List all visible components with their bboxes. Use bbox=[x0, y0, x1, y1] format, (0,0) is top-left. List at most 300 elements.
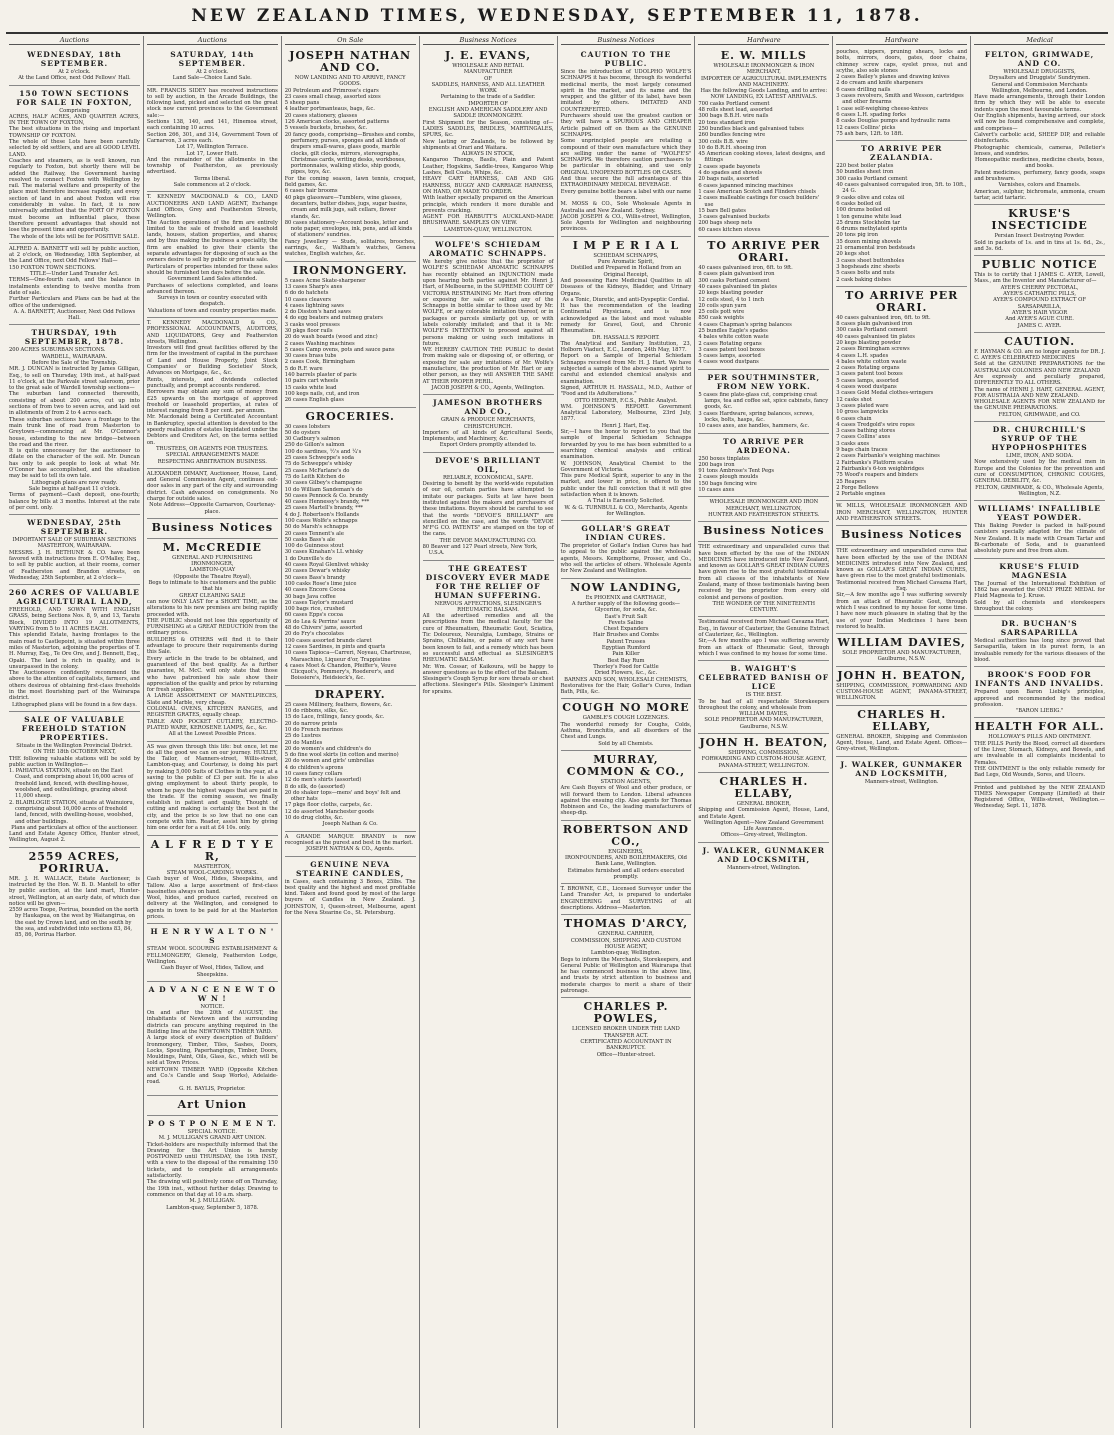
ad-heading: NOW LANDING, bbox=[570, 580, 682, 594]
ad-text-line: COLONIAL OVENS, KITCHEN RANGES, and REGISTER GRATES, equally cheap. bbox=[146, 706, 278, 719]
ad-text-line: ALWAYS IN STOCK, bbox=[461, 151, 515, 158]
ad-text-line: 10 cases cleavers bbox=[284, 296, 331, 303]
ad-text-line: 2 do cream and knife sharpeners bbox=[836, 80, 924, 87]
ad-heading: GOLLAR'S GREAT INDIAN CURES. bbox=[581, 524, 671, 543]
ad-text-line: East's Fruit Salt bbox=[604, 613, 648, 620]
advertisement bbox=[9, 712, 140, 848]
ad-text-line: Fevets Saline bbox=[608, 619, 644, 626]
ad-text-line: 25 cases Schweppe's soda bbox=[284, 455, 354, 462]
ad-text-line: Hair Brushes and Combs bbox=[593, 632, 659, 639]
advertisement bbox=[698, 617, 829, 661]
column-section-header: Medical bbox=[974, 36, 1105, 45]
ad-text-line: "BARON LIEBIG." bbox=[1015, 708, 1064, 715]
ad-text-line: Signed, ARTHUR H. HASSALL, M.D., Author of "Food and its Adulterations." bbox=[560, 384, 692, 398]
ad-text-line: 126 American clocks, assorted patterns bbox=[284, 119, 390, 126]
ad-text-line: 8 cases plain galvanised iron bbox=[836, 321, 913, 328]
column bbox=[832, 36, 970, 1428]
advertisement bbox=[561, 998, 692, 1060]
ad-text-line: Purchasers should use the greatest caution or they will have a SPURIOUS AND CHEAPER Article palmed off on them as the GENUINE SCHNAPPS. bbox=[560, 113, 692, 138]
advertisement bbox=[836, 546, 967, 634]
ad-text-line: 4 bales white cotton waste bbox=[836, 358, 907, 365]
ad-text-line: JACOB JOSEPH & CO., Agents, Wellington. bbox=[431, 384, 545, 391]
ad-text-line: Wellington, Melbourne, and London. bbox=[991, 87, 1088, 94]
ad-text-line: AYER'S CATHARTIC PILLS, bbox=[1003, 291, 1076, 298]
ad-text-line: 50 bundles sheet iron bbox=[836, 169, 894, 176]
column-section-header: Auctions bbox=[147, 36, 278, 45]
ad-text-line: 75 ash bars, 12ft. to 18ft. bbox=[836, 130, 904, 137]
ad-text-line: General and Commission Merchants bbox=[991, 81, 1088, 88]
ad-text-line: Rents, interests, and dividends collected punctually, and prompt accounts rendered. bbox=[146, 376, 278, 389]
ad-text-line: 48 rolls sheet lead, assorted bbox=[698, 107, 773, 114]
ad-text-line: 25 cases Millinery, feathers, flowers, &c. bbox=[284, 701, 393, 708]
ad-text-line: THE extraordinary and unparalleled cures that have been effected by the use of the INDIAN MEDICINES have introduced into New Zealand, and known as GOLLAR'S GREAT INDIAN CURES have given rise to the most grateful testimonials from all classes of the inhabitants of New Zealand, many of those testimonials having been received by the proprietor from every old colonist and persons of position. bbox=[698, 544, 830, 601]
advertisement bbox=[285, 686, 416, 832]
ad-heading: SATURDAY, 14th SEPTEMBER. bbox=[170, 50, 255, 68]
ad-text-line: THE following valuable stations will be sold by public auction in Wellington— bbox=[9, 755, 140, 768]
ad-text-line: Export Orders promptly attended to. bbox=[439, 442, 537, 449]
ad-heading: M. McCREDIE bbox=[162, 540, 262, 554]
ad-text-line: Fancy Jewellery — Studs, solitaires, brooches, earrings, &c., Waltham's watches, Geneva watches, English watches, &c. bbox=[284, 238, 416, 258]
ad-text-line: GRAIN & PRODUCE MERCHANTS, CHRISTCHURCH. bbox=[440, 417, 536, 430]
ad-text-line: SPECIAL ARRANGEMENTS MADE RESPECTING ARBITRATION BUSINESS. bbox=[157, 452, 267, 465]
ad-heading: KRUSE'S INSECTICIDE bbox=[991, 207, 1088, 233]
ad-heading: KRUSE'S FLUID MAGNESIA bbox=[999, 561, 1080, 580]
ad-text-line: FELTON, GRIMWADE, and CO. bbox=[998, 411, 1081, 418]
ad-text-line: Ex PHOENIX and CARTHAGE, bbox=[585, 594, 667, 601]
ad-text-line: Surveys in town or country executed with despatch. bbox=[157, 295, 268, 308]
ad-text-line: ALEXANDER DIMANT, Auctioneer, House, Land, and General Commission Agent, continues out-door sales in any part of the city and surrounding district. Cash advanced on consignments. No charge for outside sales. bbox=[146, 470, 278, 502]
ad-text-line: 20 tons standard iron bbox=[698, 119, 756, 126]
ad-heading: H E N R Y W A L T O N ' S bbox=[150, 927, 275, 946]
ad-text-line: 20 cases Dewar's whisky bbox=[284, 568, 351, 575]
ad-text-line: WE HEREBY CAUTION THE PUBLIC to desist from making sale or disposing of, or offering, or exposing for sale any imitations of Mr. Wolfe's manufacture, the production of Mr. Hart or any other person, as they will ANSWER THE SAME AT THEIR PROPER PERIL. bbox=[422, 347, 554, 385]
ad-text-line: MR. FRANCIS SIDEY has received instructions to sell by auction, in the Arcade Buildings, the following land, picked and selected on the great stock now current provinces to the Government sale:— bbox=[146, 87, 278, 119]
ad-text-line: THE extraordinary and unparalleled cures that have been effected by the use of the INDIAN MEDICINES introduced into New Zealand, and known as GOLLAR'S GREAT INDIAN CURES, have given rise to the most grateful testimonials. bbox=[836, 548, 968, 580]
ad-text-line: TITLE—Under Land Transfer Act. bbox=[29, 271, 119, 278]
ad-text-line: 100 do Guinness stout bbox=[284, 543, 344, 550]
ad-heading: J. E. EVANS, bbox=[445, 49, 532, 62]
ad-text-line: With leather specially prepared on the American principle, which renders it more durable and prevents cracking. bbox=[422, 195, 554, 214]
ad-text-line: Distilled and Prepared in Holland from an Original Receipt, bbox=[570, 265, 682, 278]
ad-text-line: AYER'S CHERRY PECTORAL, bbox=[1000, 284, 1079, 291]
ad-text-line: MR. J. H. WALLACE, Estate Auctioneer, is instructed by the Hon. W. B. D. Mantell to offer by public auction, at the land mart, Hunter-street, Wellington, at an early date, of which due notice will be given— bbox=[9, 875, 140, 907]
advertisement bbox=[147, 1116, 278, 1214]
ad-text-line: Sale commences at 2 o'clock. bbox=[173, 182, 251, 189]
advertisement bbox=[974, 47, 1105, 205]
ad-heading: TO ARRIVE PER ORARI. bbox=[845, 288, 959, 314]
ad-text-line: THE PILLS Purify the Blood, correct all disorders of the Liver, Stomach, Kidneys, and Bowels, and are invaluable in all complaints incidental to Females. bbox=[974, 740, 1105, 766]
ad-text-line: ON THE 18th OCTOBER NEXT, bbox=[32, 749, 116, 756]
ad-heading: JAMESON BROTHERS AND CO., bbox=[433, 398, 544, 417]
ad-heading: CAUTION TO THE PUBLIC. bbox=[580, 50, 672, 68]
advertisement bbox=[698, 661, 829, 734]
ad-text-line: Best Bay Rum bbox=[607, 657, 645, 664]
ad-text-line: 12 coils steel, 4 to 1 inch bbox=[698, 296, 765, 303]
ad-heading: WEDNESDAY, 18th SEPTEMBER. bbox=[27, 50, 122, 68]
ad-text-line: 4 do egg beaters and nutmeg graters bbox=[284, 315, 383, 322]
ad-text-line: The proprietor of Gollar's Indian Cures has had to appeal to the public against the wholesale agents, Messrs. Kempthorne, Prosser, and Co., who sell the articles of others. Wholesale Agents for New Zealand and Wellington. bbox=[560, 543, 692, 575]
ad-text-line: 100 kegs nails, cut, and iron bbox=[284, 390, 360, 397]
advertisement bbox=[836, 287, 967, 502]
masthead: NEW ZEALAND TIMES, WEDNESDAY, SEPTEMBER 11, 1878. bbox=[191, 6, 923, 26]
column bbox=[143, 36, 281, 1428]
ad-text-line: 9 casks olive and colza oil bbox=[836, 194, 905, 201]
ad-text-line: Lithographed plans will be found in a few days. bbox=[11, 701, 137, 708]
ad-text-line: Homeopathic medicines, medicine chests, boxes, and books. bbox=[975, 157, 1105, 170]
ad-text-line: 2 Fairbanks's 6-ton weighbridges bbox=[836, 465, 924, 472]
ad-text-line: The Auctioneers confidently recommend the above to the attention of capitalists, farmers, and others desirous of obtaining first-class freeholds in the most flourishing part of the Wairarapa district. bbox=[9, 670, 140, 702]
ad-text-line: 75 Wood's reapers and binders bbox=[836, 472, 918, 479]
ad-text-line: 20 do women and girls' umbrellas bbox=[284, 758, 375, 765]
columns bbox=[6, 36, 1108, 1428]
ad-text-line: 4 do J. Robertson's Hollands bbox=[284, 511, 359, 518]
ad-text-line: 5 do R.F. ware bbox=[284, 365, 323, 372]
ad-text-line: The whole of the lots will be for POSITIVE SALE. bbox=[9, 233, 140, 240]
ad-text-line: 35 dozen mining shovels bbox=[836, 238, 902, 245]
ad-text-line: 30 pkgs floor rails bbox=[284, 327, 333, 334]
ad-text-line: PANAMA-STREET, WELLINGTON. bbox=[718, 762, 810, 769]
advertisement bbox=[423, 395, 554, 452]
ad-heading: WILLIAM DAVIES, bbox=[837, 636, 966, 650]
column-section-header: Auctions bbox=[9, 36, 140, 45]
ad-text-line: A LARGE ASSORTMENT OF MANTELPIECES, Slate and Marble, very cheap. bbox=[146, 693, 278, 706]
ad-text-line: 2 cases plough moulds bbox=[698, 474, 759, 481]
advertisement bbox=[9, 515, 140, 585]
advertisement bbox=[147, 47, 278, 86]
ad-text-line: Wellington Agent—New Zealand Government Life Assurance. bbox=[704, 819, 824, 833]
ad-text-line: To be had of all respectable Storekeepers throughout the colony, and wholesale from bbox=[698, 698, 830, 711]
ad-text-line: 3 cases plated ware bbox=[836, 402, 889, 409]
ad-text-line: MR. J. DUNCAN is instructed by James Gilligan, Esq., to sell on Thursday, 19th inst., at half-past 11 o'clock, at the Parkvale street saleroom, prior to the great sale of Wardell township sections— bbox=[9, 366, 140, 392]
ad-text-line: 91 tons Ambrose's Tent Pegs bbox=[698, 468, 775, 475]
ad-text-line: 25 drums Stockholm tar bbox=[836, 219, 901, 226]
ad-text-line: Office—Hunter-street. bbox=[596, 1051, 656, 1058]
ad-text-line: Thorley's Food for Cattle bbox=[593, 663, 659, 670]
ad-text-line: 20 kegs shot bbox=[836, 251, 870, 258]
ad-text-line: Shipping and Commission Agent, House, Land, and Estate Agent. bbox=[698, 807, 830, 820]
ad-text-line: Estimates furnished and all orders executed promptly. bbox=[567, 867, 685, 880]
advertisement bbox=[561, 915, 692, 998]
ad-text-line: Sold by all chemists and storekeepers throughout the colony. bbox=[974, 599, 1105, 612]
ad-text-line: Calvert's carbolic acid, SHEEP DIP, and reliable disinfectants. bbox=[974, 131, 1105, 145]
ad-text-line: At the Land Office, next Odd Fellows' Hall. bbox=[18, 75, 131, 82]
ad-text-line: Cash buyer of Wool, Hides, Sheepskins, and Tallow. Also a large assortment of first-class bassinettes always on hand. bbox=[146, 876, 278, 895]
advertisement bbox=[147, 742, 278, 836]
ad-text-line: And thus secure the full advantages of this EXTRAORDINARY MEDICAL BEVERAGE. bbox=[560, 176, 692, 189]
ad-text-line: WILLIAM DAVIES, bbox=[739, 711, 789, 718]
ad-text-line: Plans and particulars at office of the auctioneer. bbox=[11, 824, 138, 831]
advertisement bbox=[147, 318, 278, 469]
ad-text-line: Drysalters and Druggists' Sundrymen. bbox=[989, 75, 1091, 82]
ad-text-line: 3 cases patent tool boxes bbox=[698, 346, 765, 353]
ad-text-line: M. J. MULLIGAN. bbox=[189, 1198, 236, 1205]
ad-text-line: 50 do Marsh's schnapps bbox=[284, 524, 349, 531]
ad-text-line: T. BROWNE, C.E., Licensed Surveyor under the Land Transfer Act, is prepared to undertake ENGINEERING and SURVEYING of all descriptions. Address—Masterton. bbox=[560, 886, 692, 912]
ad-text-line: Report on a Sample of Imperial Schiedam Schnapps received from Mr. H. J. Hart. We have subjected a sample of the above-named spirit to careful and extended chemical analysis and examination. bbox=[560, 353, 692, 385]
advertisement bbox=[698, 734, 829, 773]
ad-text-line: This Baking Powder is packed in half-pound canisters specially adapted for the climate of New Zealand. It is made with Cream Tartar and Bi-carbonate of Soda, and is guaranteed absolutely pure and free from alum. bbox=[974, 523, 1105, 555]
ad-heading: A L F R E D T Y E R, bbox=[150, 837, 274, 863]
ad-text-line: Situate in the Wellington Provincial District. bbox=[16, 742, 133, 749]
ad-text-line: LAMBTON-QUAY, WELLINGTON. bbox=[443, 226, 533, 233]
advertisement bbox=[698, 237, 829, 370]
ad-text-line: Mr. Macdonald being a Certificated Accountant in Bankruptcy, special attention is devoted to the speedy realisation of estates liquidated under the Debtors and Creditors Act, on the terms settled on. bbox=[146, 414, 278, 446]
ad-text-line: Henri J. Hart, Esq. bbox=[601, 422, 651, 429]
ad-text-line: 300 coils B.B. wire bbox=[698, 138, 748, 145]
ad-heading: MURRAY, COMMON & CO., bbox=[566, 752, 686, 778]
ad-heading: Business Notices bbox=[840, 528, 963, 542]
ad-text-line: AGENT FOR HARBUTT'S AUCKLAND-MADE BRUSHWARE. SAMPLES ON VIEW. bbox=[422, 214, 554, 227]
ad-text-line: And AYER'S AGUE CURE. bbox=[1005, 316, 1074, 323]
ad-text-line: 2 cases Cook, Birmingham bbox=[284, 359, 355, 366]
ad-text-line: Lambton-quay, Wellington. bbox=[590, 950, 662, 957]
ad-text-line: pouches, nippers, pruning shears, locks and bolts, mirrors, doors, gates, door chains, chimney screw caps, eyelet press, nut and scythe, also sole stones bbox=[836, 49, 968, 74]
advertisement bbox=[147, 982, 278, 1096]
ad-heading: B. WAIGHT'S CELEBRATED BANISH OF LICE bbox=[698, 664, 830, 692]
ad-text-line: 4 cases lightning saws bbox=[284, 302, 344, 309]
ad-text-line: 40 cases Hennessy's brandy, *** bbox=[284, 499, 370, 506]
ad-text-line: 25 Reapers bbox=[836, 478, 867, 485]
ad-text-line: 4 cases L.H. spades bbox=[836, 352, 889, 359]
ad-text-line: 3 cases Gold Medal clothes-wringers bbox=[836, 390, 934, 397]
ad-text-line: 2 do Disston's hand saws bbox=[284, 309, 351, 316]
advertisement bbox=[147, 924, 278, 981]
advertisement bbox=[285, 262, 416, 408]
advertisement bbox=[836, 634, 967, 667]
ad-text-line: 2. BLAIRLOGIE STATION, situate at Wainuioru, comprising about 16,000 acres of freehold land, fenced, with dwelling-house, woolshed, and other buildings. bbox=[9, 799, 135, 825]
ad-text-line: 20 cases Taylor's mustard bbox=[284, 599, 354, 606]
ad-text-line: 4 cases Chapman's spring balances bbox=[698, 321, 792, 328]
column-section-header: Business Notices bbox=[561, 36, 692, 45]
ad-text-line: 20 tons pig iron bbox=[836, 232, 878, 239]
ad-text-line: 15 do Lace, frillings, fancy goods, &c. bbox=[284, 714, 385, 721]
ad-text-line: 2 cases Rotating organs bbox=[836, 365, 900, 372]
ad-text-line: 2 cases Rotating organs bbox=[698, 340, 762, 347]
ad-text-line: SADDLES, HARNESS, AND ALL LEATHER WORK bbox=[431, 81, 545, 95]
ad-text-line: 250 bundles black and galvanised tubes bbox=[698, 125, 804, 132]
ad-text-line: Mr. Wm. Cossar, of Kaikoura, will be happy to answer questions as to the effect of the Balsam. bbox=[422, 663, 554, 676]
column-section-header: On Sale bbox=[285, 36, 416, 45]
ad-text-line: 40 cases galvanised iron, 6ft. to 9ft. bbox=[836, 314, 931, 321]
ad-text-line: 10 do drug cloths, &c. bbox=[284, 815, 344, 822]
ad-text-line: Begs to intimate to his customers and the public that his bbox=[148, 580, 277, 593]
ad-text-line: This is to certify that I JAMES C. AYER, Lowell, Mass., am the Inventor and Manufacturer of— bbox=[974, 272, 1105, 285]
ad-text-line: GENERAL BROKER, Shipping and Commission Agent, House, Land, and Estate Agent. Offices—Grey-street, Wellington. bbox=[836, 733, 968, 753]
ad-text-line: THE WONDER OF THE NINETEENTH CENTURY. bbox=[712, 600, 816, 614]
ad-text-line: The whole of these Lots have been carefully selected by old settlers, and are all GOOD LEVEL LAND. bbox=[9, 139, 140, 158]
ad-text-line: 6 cases chain bbox=[836, 415, 872, 422]
ad-text-line: Offices—Grey-street, Wellington. bbox=[720, 832, 807, 839]
ad-heading: GENUINE NEVA STEARINE CANDLES, bbox=[296, 859, 405, 878]
ad-text-line: W. & G. TURNBULL & CO., Merchants, Agents for Wellington. bbox=[564, 504, 688, 517]
ad-heading: TO ARRIVE PER ZEALANDIA. bbox=[861, 144, 943, 163]
ad-text-line: in Cases, each containing 3 Boxes, 25lbs. The best quality and the highest and most profitable kind. Taken and found good by most of the large buyers of Candles in New Zealand. J. JOHNSTON, 1, Queen-street, Melbourne, agent for the Neva Stearine Co., St. Petersburg. bbox=[284, 878, 416, 917]
advertisement bbox=[974, 667, 1105, 718]
ad-text-line: 23 cases small cheap, assorted sizes bbox=[284, 93, 381, 100]
ad-text-line: A Trial is Earnestly Solicited. bbox=[587, 498, 665, 505]
ad-text-line: WHOLESALE AND RETAIL bbox=[452, 63, 524, 69]
ad-text-line: 60 cases Epps's cocoa bbox=[284, 612, 344, 619]
ad-text-line: Coaches and steamers, as is well known, run regularly to Foxton, but shortly there will be added the Railway, the Government having resolved to connect Foxton with Wellington by rail. The material welfare and prosperity of the place must therefore increase rapidly, and every section of land in and about Foxton will rise considerably in value. In fact, it is now universally admitted that the PORT OF FOXTON must become an influential place, these therefore present advantages that should not lose the present time and opportunity. bbox=[9, 157, 140, 234]
advertisement bbox=[561, 699, 692, 750]
ad-text-line: LICENSED BROKER UNDER THE LAND TRANSFER ACT. bbox=[572, 1026, 680, 1039]
advertisement bbox=[698, 542, 829, 617]
ad-text-line: 45 American cooking stoves, latest designs, and fittings bbox=[698, 151, 825, 164]
ad-text-line: HEAVY CART HARNESS, CAB AND GIG HARNESS, BUGGY AND CARRIAGE HARNESS, ON HAND, OR MADE TO ORDER. bbox=[422, 176, 554, 195]
ad-text-line: 3 cases bathing stores bbox=[836, 428, 896, 435]
ad-text-line: 20 do Mantles bbox=[284, 739, 323, 746]
ad-text-line: 25 cases McFarlane's do bbox=[284, 467, 350, 474]
ad-text-line: SPECIAL NOTICE. bbox=[187, 1128, 238, 1135]
ad-heading: WEDNESDAY, 25th SEPTEMBER. bbox=[27, 518, 122, 537]
ad-text-line: GAMBLE'S COUGH LOZENGES. bbox=[582, 715, 670, 722]
ad-heading: COUGH NO MORE bbox=[562, 701, 690, 715]
ad-heading: THOMAS D'ARCY, bbox=[563, 917, 689, 931]
ad-text-line: 220 best boiler plates bbox=[836, 163, 894, 170]
ad-text-line: Sections 138, 140, and 141, Hinemoa street, each containing 10 acres. bbox=[146, 119, 278, 132]
advertisement bbox=[974, 205, 1105, 256]
advertisement bbox=[836, 47, 967, 141]
ad-text-line: Borrowers may obtain any sum of money from £25 upwards on the mortgage of approved freehold or leasehold properties, at rates of interest ranging from 8 per cent. per annum. bbox=[146, 389, 278, 415]
ad-heading: I M P E R I A L bbox=[572, 238, 680, 252]
ad-text-line: TABLE AND POCKET CUTLERY, ELECTRO-PLATED WARE, KEROSENE LAMPS, &c., &c. bbox=[146, 718, 278, 731]
ad-text-line: FREEHOLD, AND SOWN WITH ENGLISH GRASS, being Sections Nos. 8, 9, and 13, Taratu Block, DIVIDED INTO 19 ALLOTMENTS, VARYING from 5 to 11 ACRES EACH. bbox=[9, 607, 140, 633]
ad-text-line: IMPORTER OF bbox=[468, 100, 508, 107]
advertisement bbox=[974, 718, 1105, 782]
advertisement bbox=[561, 47, 692, 237]
ad-heading: SALE OF VALUABLE FREEHOLD STATION PROPERTIES. bbox=[21, 714, 128, 742]
ad-text-line: 260 bundles fencing wire bbox=[698, 132, 766, 139]
ad-text-line: FORWARDING AND CUSTOM-HOUSE AGENT, bbox=[701, 756, 826, 763]
ad-heading: J. WALKER, GUNMAKER AND LOCKSMITH, bbox=[840, 759, 963, 778]
ad-text-line: Have made arrangements, through their London firm by which they will be able to execute indents upon the most favourable terms. bbox=[974, 94, 1105, 113]
ad-text-line: 2 Forge Bellows bbox=[836, 484, 879, 491]
ad-text-line: Egyptian Rumford bbox=[601, 645, 651, 652]
ad-text-line: 40 pkgs glassware—Tumblers, wine glasses, decanters, butter dishes, jugs, sugar basins, cream and milk jugs, salt cellars, flower stands, &c. bbox=[284, 194, 408, 220]
ad-text-line: The wonderful remedy for Coughs, Colds, Asthma, Bronchitis, and all disorders of the Chest and Lungs. bbox=[560, 721, 692, 741]
advertisement bbox=[147, 836, 278, 925]
ad-text-line: 4 do children's aprons bbox=[284, 764, 344, 771]
ad-text-line: 4 leather portmanteaus, bags, &c. bbox=[284, 106, 375, 113]
ad-text-line: OF bbox=[484, 75, 492, 82]
ad-text-line: 4 cases wood dustpans bbox=[836, 384, 897, 391]
ad-text-line: 2 cases Birmingham screws bbox=[836, 346, 910, 353]
ad-heading: CHARLES H. ELLABY, bbox=[719, 774, 809, 800]
ad-text-line: SHIPPING, COMMISSION, FORWARDING AND CUSTOM-HOUSE AGENT, PANAMA-STREET, WELLINGTON. bbox=[836, 682, 968, 702]
ad-text-line: Desiring to benefit by the world-wide reputation of our oil, certain parties have attempted to imitate our packages. Suits at law have been instituted against the makers and purchasers of these imitations. Buyers should be careful to see that the words "DEVOE'S BRILLIANT" are stencilled on the case, and the words "DEVOE M'F'G CO. PATENTS" are stamped on the top of the cans. bbox=[422, 481, 554, 538]
ad-text-line: Has the following Goods Landing, and to arrive: bbox=[700, 88, 828, 95]
ad-text-line: 100 bags rice, crushed bbox=[284, 606, 345, 613]
advertisement bbox=[836, 526, 967, 546]
ad-text-line: 20 kegs blasting powder bbox=[836, 339, 901, 346]
advertisement bbox=[147, 469, 278, 519]
ad-text-line: 6 cases hair brooms bbox=[284, 188, 338, 195]
ad-text-line: WHOLESALE AGENTS FOR NEW ZEALAND for the GENUINE PREPARATIONS. bbox=[974, 399, 1105, 412]
advertisement bbox=[561, 579, 692, 700]
ad-text-line: MASTERTON, bbox=[193, 863, 231, 870]
ad-text-line: Lithograph plans are now ready. bbox=[31, 479, 118, 486]
ad-text-line: BARNES AND SON, WHOLESALE CHEMISTS, bbox=[564, 676, 688, 683]
ad-text-line: 20 do women's and children's do bbox=[284, 745, 372, 752]
ad-heading: PER SOUTHMINSTER, FROM NEW YORK. bbox=[707, 372, 821, 391]
advertisement bbox=[9, 585, 140, 712]
ad-text-line: TRUSTEES, OR AGENTS FOR TRUSTEES. bbox=[156, 445, 269, 452]
ad-text-line: Investors will find great facilities offered by the firm for the investment of capital in the purchase of Land and House Property, Joint Stock Companies' or Building Societies' Stock, Advances on Mortgage, &c., &c. bbox=[146, 345, 278, 377]
ad-text-line: WHOLESALE IRONMONGER AND IRON MERCHANT, WELLINGTON, bbox=[709, 499, 819, 512]
advertisement bbox=[561, 884, 692, 915]
ad-text-line: Sold by all Chemists. bbox=[598, 740, 654, 747]
ad-text-line: 75 do Leith Kitchen do bbox=[284, 473, 345, 480]
ad-text-line: BUILDERS & OTHERS will find it to their advantage to procure their requirements during this Sale. bbox=[146, 636, 278, 656]
ad-text-line: 50 do oysters bbox=[284, 429, 321, 436]
ad-heading: WOLFE'S SCHIEDAM AROMATIC SCHNAPPS. bbox=[428, 240, 548, 259]
ad-text-line: Importers of all kinds of Agricultural Seeds, Implements, and Machinery, &c. bbox=[422, 429, 554, 443]
ad-text-line: OTTO HEHNER, F.C.S., Public Analyst. bbox=[574, 397, 678, 404]
ad-text-line: Patent medicines, perfumery, fancy goods, soaps and brushware. bbox=[974, 169, 1105, 183]
ad-text-line: This pure Medical Spirit, superior to any in the market, and lower in price, is offered to the public under the full conviction that it will give satisfaction when it is known. bbox=[560, 473, 692, 498]
ad-text-line: 60 cases kitchen stoves bbox=[698, 226, 761, 233]
ad-text-line: 4 cases wood dustpans bbox=[698, 359, 759, 366]
ad-text-line: 5 vessels buckets, brushes, &c. bbox=[284, 125, 368, 132]
ad-text-line: 100 drums boiled oil bbox=[836, 207, 891, 214]
ad-text-line: AYER'S COMPOUND EXTRACT OF SARSAPARILLA, bbox=[993, 297, 1086, 310]
ad-text-line: Kangaroo Thongs, Basils, Plain and Patent Leather, Hogskins, Saddle-trees, Kangaroo Whip Lashes, Bell Coats, Whips, &c. bbox=[422, 157, 554, 177]
ad-text-line: IMPORTER OF AGRICULTURAL IMPLEMENTS AND MACHINERY. bbox=[700, 75, 827, 88]
ad-text-line: 40 cases galvanised tin plates bbox=[836, 333, 915, 340]
advertisement bbox=[698, 434, 829, 498]
advertisement bbox=[836, 667, 967, 706]
ad-text-line: It is quite unnecessary for the auctioneer to dilate on the character of the soil. Mr. Duncan has only to ask people to look at what Mr. O'Connor has accomplished, and the situation may be said to tell its own tale. bbox=[9, 448, 140, 480]
ad-text-line: A further supply of the following goods— bbox=[571, 600, 680, 607]
advertisement bbox=[974, 422, 1105, 501]
ad-text-line: Medical authorities has long since proved that Sarsaparilla, taken in its purest form, is an invaluable remedy for the various diseases of the blood. bbox=[974, 638, 1105, 663]
ad-text-line: 300 casks Portland cement bbox=[836, 175, 908, 182]
ad-text-line: 12 do assorted Manchester goods bbox=[284, 808, 374, 815]
ad-text-line: GENERAL AND FURNISHING bbox=[172, 554, 253, 561]
advertisement bbox=[9, 86, 140, 244]
ad-text-line: SHIPPING, COMMISSION, bbox=[728, 750, 800, 757]
ad-text-line: This splendid Estate, having frontages to the main road to Castlepoint, is situated within three miles of Masterton, adjoining the properties of T. H. Murray, Esq., Te Ore Ore, and J. Bennett, Esq., Opaki. The land is rich in quality, and is unsurpassed in the colony. bbox=[9, 632, 140, 670]
ad-text-line: 10 gross lampwicks bbox=[836, 409, 889, 416]
ad-text-line: 20 do narrow prints bbox=[284, 720, 338, 727]
ad-text-line: JACOB JOSEPH & CO., Willis-street, Wellington, Sole Agents for Wellington and neighbouring provinces. bbox=[560, 213, 692, 233]
ad-text-line: 6 cases japanned mincing machines bbox=[698, 182, 793, 189]
ad-text-line: THE DEVOE MANUFACTURING CO. bbox=[439, 537, 537, 544]
ad-text-line: HUNTER AND FEATHERSTON STREETS. bbox=[708, 511, 820, 518]
ad-heading: FELTON, GRIMWADE, AND CO. bbox=[984, 50, 1095, 68]
advertisement bbox=[836, 757, 967, 788]
ad-text-line: 12 cases Collins' picks bbox=[836, 124, 896, 131]
advertisement bbox=[9, 848, 140, 942]
ad-text-line: 75 do Schweppe's whisky bbox=[284, 461, 353, 468]
ad-text-line: Sold at the GENUINE PREPARATIONS for the AUSTRALIAN COLONIES AND NEW ZEALAND bbox=[974, 361, 1105, 374]
ad-text-line: 4 do spades and shovels bbox=[698, 170, 763, 177]
ad-heading: THURSDAY, 19th SEPTEMBER, 1878. bbox=[24, 328, 125, 347]
ad-text-line: 2 cases Washing machines bbox=[284, 340, 355, 347]
ad-text-line: 5 cases Acme Skate-sharpener bbox=[284, 277, 366, 284]
ad-text-line: Joseph Nathan & Co. bbox=[322, 821, 378, 828]
advertisement bbox=[561, 821, 692, 884]
ad-text-line: MESSRS. J. H. BETHUNE & CO. have been favored with instructions from E. O'Malley, Esq., to sell by public auction, at their rooms, corner of Featherston and Brandon streets, on Wednesday, 25th September, at 2 o'clock— bbox=[9, 549, 140, 581]
ad-text-line: 140 barrels plaster of paris bbox=[284, 372, 357, 379]
advertisement bbox=[423, 47, 554, 237]
ad-text-line: 26 cases English glass bbox=[284, 397, 344, 404]
ad-text-line: NOTICE. bbox=[200, 1003, 225, 1010]
ad-text-line: Sir,—A few months ago I was suffering severely from an attack of Rheumatic Gout, through which I was confined to my house for some time. bbox=[698, 638, 830, 657]
ad-text-line: MASTERTON, WAIRARAPA. bbox=[37, 543, 112, 550]
ad-text-line: 25 do Lustres bbox=[284, 733, 321, 740]
ad-text-line: ACRES, HALF ACRES, AND QUARTER ACRES, IN THE TOWN OF FOXTON, bbox=[9, 113, 140, 127]
